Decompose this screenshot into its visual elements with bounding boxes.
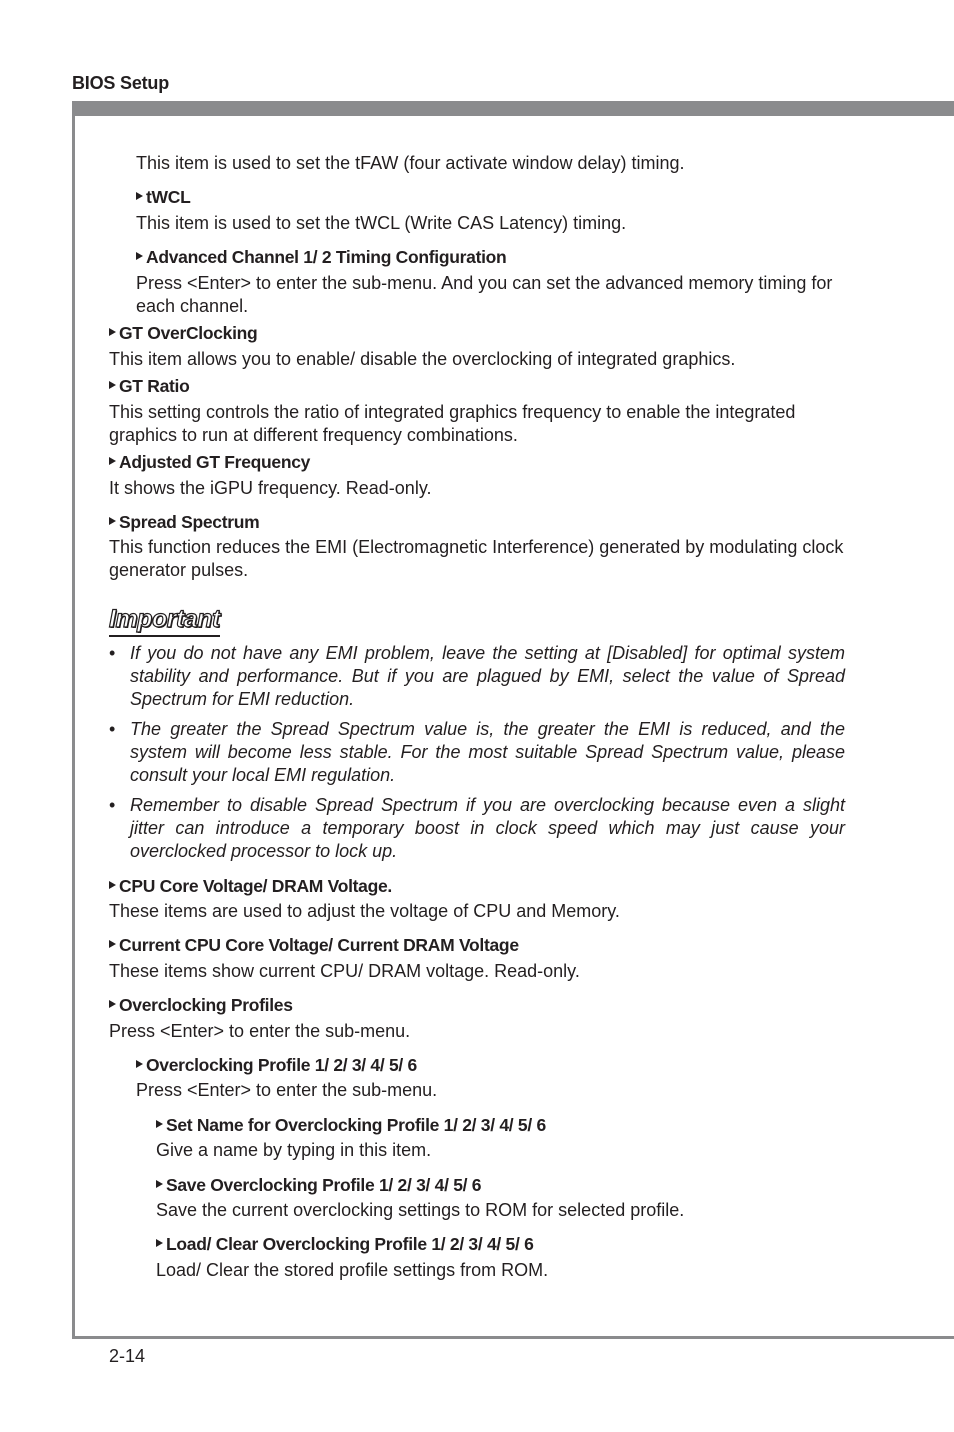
note-bullet: • bbox=[109, 719, 116, 739]
note-bullet: • bbox=[109, 643, 116, 663]
adjusted-gt-heading bbox=[109, 450, 845, 474]
oc-profile-n-title: Overclocking Profile 1/ 2/ 3/ 4/ 5/ 6 bbox=[146, 1055, 417, 1075]
tfaw-description: This item is used to set the tFAW (four activate window delay) timing. bbox=[136, 153, 685, 173]
save-profile-heading bbox=[156, 1173, 845, 1197]
triangle-bullet-icon bbox=[109, 1000, 116, 1008]
current-voltage-description: These items show current CPU/ DRAM voltage. Read-only. bbox=[109, 961, 580, 981]
page-number: 2-14 bbox=[109, 1346, 146, 1366]
triangle-bullet-icon bbox=[156, 1180, 163, 1188]
note-bullet: • bbox=[109, 795, 116, 815]
gt-overclocking-title: GT OverClocking bbox=[119, 323, 258, 343]
triangle-bullet-icon bbox=[109, 940, 116, 948]
current-voltage-heading bbox=[109, 933, 845, 957]
gt-overclocking-heading bbox=[109, 321, 845, 345]
load-profile-title: Load/ Clear Overclocking Profile 1/ 2/ 3/ 4/ 5/ 6 bbox=[166, 1234, 534, 1254]
triangle-bullet-icon bbox=[156, 1239, 163, 1247]
gt-ratio-title: GT Ratio bbox=[119, 376, 190, 396]
adjusted-gt-title: Adjusted GT Frequency bbox=[119, 452, 311, 472]
triangle-bullet-icon bbox=[136, 252, 143, 260]
triangle-bullet-icon bbox=[109, 517, 116, 525]
important-note-1 bbox=[109, 642, 845, 711]
left-border-rule bbox=[72, 101, 75, 1339]
oc-profile-n-description: Press <Enter> to enter the sub-menu. bbox=[136, 1080, 438, 1100]
bottom-border-rule bbox=[72, 1336, 954, 1339]
important-note-3 bbox=[109, 794, 845, 863]
twcl-title: tWCL bbox=[146, 187, 191, 207]
twcl-heading bbox=[136, 185, 845, 209]
triangle-bullet-icon bbox=[136, 192, 143, 200]
cpu-voltage-title: CPU Core Voltage/ DRAM Voltage. bbox=[119, 876, 392, 896]
note-text: Remember to disable Spread Spectrum if you are overclocking because even a slight jitter can introduce a temporary boost in clock speed which may just cause your overclocked processor to lock up. bbox=[130, 795, 845, 861]
important-note-2 bbox=[109, 718, 845, 787]
spread-spectrum-description: This function reduces the EMI (Electromagnetic Interference) generated by modulating clock generator pulses. bbox=[109, 537, 844, 580]
set-name-description: Give a name by typing in this item. bbox=[156, 1140, 432, 1160]
header-bar bbox=[72, 101, 954, 116]
set-name-title: Set Name for Overclocking Profile 1/ 2/ 3/ 4/ 5/ 6 bbox=[166, 1115, 546, 1135]
triangle-bullet-icon bbox=[109, 881, 116, 889]
note-text: The greater the Spread Spectrum value is, the greater the EMI is reduced, and the system will become less stable. For the most suitable Spread Spectrum value, please consult your local EMI regulation. bbox=[130, 719, 845, 785]
load-profile-description: Load/ Clear the stored profile settings from ROM. bbox=[156, 1260, 549, 1280]
triangle-bullet-icon bbox=[156, 1120, 163, 1128]
triangle-bullet-icon bbox=[109, 328, 116, 336]
oc-profiles-description: Press <Enter> to enter the sub-menu. bbox=[109, 1021, 411, 1041]
oc-profile-n-heading bbox=[136, 1053, 845, 1077]
adv-channel-description: Press <Enter> to enter the sub-menu. And you can set the advanced memory timing for each channel. bbox=[136, 273, 833, 316]
adjusted-gt-description: It shows the iGPU frequency. Read-only. bbox=[109, 478, 432, 498]
adv-channel-title: Advanced Channel 1/ 2 Timing Configuration bbox=[146, 247, 507, 267]
triangle-bullet-icon bbox=[136, 1060, 143, 1068]
spread-spectrum-title: Spread Spectrum bbox=[119, 512, 260, 532]
spread-spectrum-heading bbox=[109, 510, 845, 534]
triangle-bullet-icon bbox=[109, 457, 116, 465]
gt-ratio-description: This setting controls the ratio of integrated graphics frequency to enable the integrated graphics to run at different frequency combinations. bbox=[109, 402, 796, 445]
page-header-title: BIOS Setup bbox=[72, 73, 170, 93]
load-profile-heading bbox=[156, 1232, 845, 1256]
save-profile-description: Save the current overclocking settings to ROM for selected profile. bbox=[156, 1200, 685, 1220]
cpu-voltage-heading bbox=[109, 874, 845, 898]
important-label: Important bbox=[109, 603, 220, 637]
note-text: If you do not have any EMI problem, leave the setting at [Disabled] for optimal system stability and performance. But if you are plagued by EMI, select the value of Spread Spectrum for EMI reduction. bbox=[130, 643, 845, 709]
current-voltage-title: Current CPU Core Voltage/ Current DRAM Voltage bbox=[119, 935, 519, 955]
cpu-voltage-description: These items are used to adjust the voltage of CPU and Memory. bbox=[109, 901, 620, 921]
gt-overclocking-description: This item allows you to enable/ disable the overclocking of integrated graphics. bbox=[109, 349, 736, 369]
save-profile-title: Save Overclocking Profile 1/ 2/ 3/ 4/ 5/ 6 bbox=[166, 1175, 482, 1195]
set-name-heading bbox=[156, 1113, 845, 1137]
gt-ratio-heading bbox=[109, 374, 845, 398]
oc-profiles-heading bbox=[109, 993, 845, 1017]
triangle-bullet-icon bbox=[109, 381, 116, 389]
adv-channel-heading bbox=[136, 245, 845, 269]
twcl-description: This item is used to set the tWCL (Write CAS Latency) timing. bbox=[136, 213, 627, 233]
oc-profiles-title: Overclocking Profiles bbox=[119, 995, 293, 1015]
